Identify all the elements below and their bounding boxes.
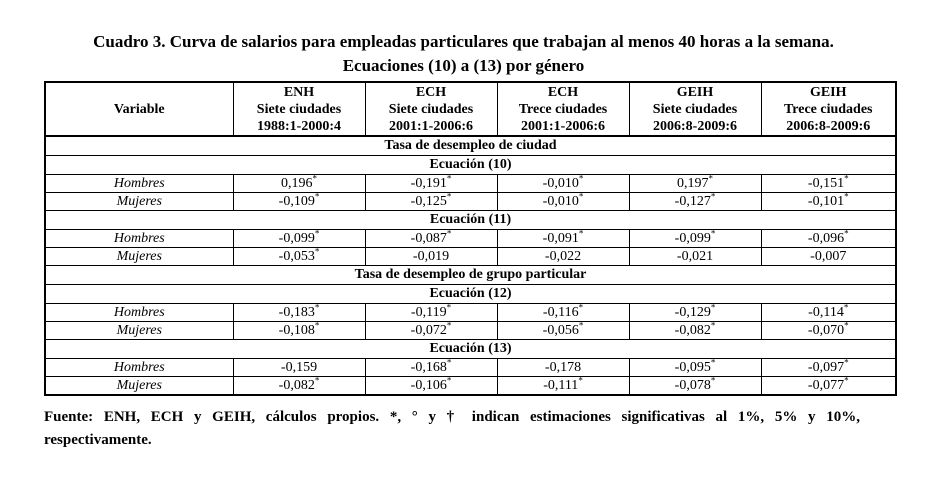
source-note-line2: respectivamente. bbox=[44, 432, 152, 448]
value-cell bbox=[497, 359, 629, 377]
table-caption-line1: Cuadro 3. Curva de salarios para empleadas particulares que trabajan al menos 40 horas a la semana. bbox=[93, 32, 834, 51]
value-text: -0,159 bbox=[280, 360, 318, 375]
value-text: -0,111 bbox=[543, 378, 579, 393]
value-text: -0,151 bbox=[807, 176, 845, 191]
value-cell bbox=[233, 304, 365, 322]
significance-marker: * bbox=[314, 375, 320, 386]
significance-marker: * bbox=[314, 191, 320, 202]
value-text: 0,196 bbox=[281, 176, 313, 191]
significance-marker: * bbox=[844, 320, 849, 331]
value-cell bbox=[629, 322, 761, 340]
significance-marker: * bbox=[446, 173, 452, 184]
row-label-cell: Hombres bbox=[45, 304, 233, 322]
value-cell bbox=[233, 193, 365, 211]
source-note-line1: Fuente: ENH, ECH y GEIH, cálculos propios. *, ° y † indican estimaciones significativas al 1%, 5% y 10%, bbox=[44, 409, 860, 425]
value-cell bbox=[761, 175, 896, 193]
value-text: -0,101 bbox=[807, 194, 845, 209]
value-text: -0,010 bbox=[542, 194, 579, 209]
value-cell bbox=[761, 248, 896, 266]
period: 2001:1-2006:6 bbox=[389, 118, 473, 134]
significance-marker: * bbox=[844, 357, 849, 368]
value-cell bbox=[365, 230, 497, 248]
row-label-cell: Hombres bbox=[45, 359, 233, 377]
significance-marker: * bbox=[710, 375, 716, 386]
value-text: -0,125 bbox=[410, 194, 447, 209]
value-cell bbox=[497, 175, 629, 193]
value-cell bbox=[233, 359, 365, 377]
value-text: -0,077 bbox=[807, 378, 845, 393]
row-label-cell: Hombres bbox=[45, 175, 233, 193]
coverage: Siete ciudades bbox=[256, 101, 342, 117]
value-text: -0,019 bbox=[412, 249, 450, 264]
value-text: -0,053 bbox=[278, 249, 315, 264]
value-text: -0,099 bbox=[674, 231, 711, 246]
table-row bbox=[45, 193, 896, 211]
equation-header-row bbox=[45, 156, 896, 175]
significance-marker: * bbox=[578, 302, 584, 313]
value-text: -0,082 bbox=[674, 323, 711, 338]
significance-marker: * bbox=[844, 375, 849, 386]
significance-marker: * bbox=[312, 173, 317, 184]
survey-name: ECH bbox=[547, 84, 579, 100]
significance-marker: * bbox=[446, 228, 452, 239]
row-label-cell: Mujeres bbox=[45, 248, 233, 266]
value-text: -0,095 bbox=[674, 360, 711, 375]
equation-title-cell: Ecuación (13) bbox=[45, 340, 896, 359]
column-header-cell bbox=[233, 82, 365, 136]
value-text: -0,022 bbox=[544, 249, 582, 264]
value-text: -0,010 bbox=[542, 176, 579, 191]
value-cell bbox=[629, 193, 761, 211]
value-cell bbox=[497, 193, 629, 211]
significance-marker: * bbox=[578, 320, 584, 331]
value-text: -0,191 bbox=[410, 176, 447, 191]
survey-name: GEIH bbox=[809, 84, 847, 100]
value-text: -0,078 bbox=[674, 378, 711, 393]
table-header-row bbox=[45, 82, 896, 136]
significance-marker: * bbox=[446, 320, 452, 331]
row-label-cell: Mujeres bbox=[45, 322, 233, 340]
value-cell bbox=[761, 193, 896, 211]
equation-title-cell: Ecuación (12) bbox=[45, 285, 896, 304]
significance-marker: * bbox=[843, 302, 849, 313]
value-text: -0,082 bbox=[278, 378, 315, 393]
value-text: -0,109 bbox=[278, 194, 315, 209]
significance-marker: * bbox=[710, 228, 716, 239]
value-text: -0,072 bbox=[410, 323, 447, 338]
value-text: -0,070 bbox=[807, 323, 845, 338]
value-cell bbox=[629, 304, 761, 322]
column-header-cell bbox=[497, 82, 629, 136]
value-cell bbox=[629, 230, 761, 248]
page bbox=[0, 30, 927, 484]
coverage: Siete ciudades bbox=[388, 101, 474, 117]
survey-name: ECH bbox=[415, 84, 447, 100]
value-text: -0,178 bbox=[544, 360, 582, 375]
value-text: -0,129 bbox=[674, 305, 711, 320]
value-cell bbox=[233, 322, 365, 340]
column-header-cell bbox=[761, 82, 896, 136]
value-cell bbox=[497, 230, 629, 248]
significance-marker: * bbox=[314, 320, 320, 331]
value-text: -0,168 bbox=[410, 360, 447, 375]
period: 2006:8-2009:6 bbox=[786, 118, 871, 134]
value-text: -0,097 bbox=[807, 360, 845, 375]
value-cell bbox=[497, 322, 629, 340]
value-cell bbox=[233, 377, 365, 396]
significance-marker: * bbox=[446, 357, 452, 368]
results-table bbox=[44, 81, 897, 396]
column-header-cell bbox=[629, 82, 761, 136]
significance-marker: * bbox=[710, 302, 716, 313]
equation-header-row bbox=[45, 285, 896, 304]
period: 1988:1-2000:4 bbox=[257, 118, 341, 134]
significance-marker: * bbox=[314, 302, 320, 313]
table-row bbox=[45, 377, 896, 396]
significance-marker: * bbox=[578, 375, 583, 386]
value-cell bbox=[497, 248, 629, 266]
table-row bbox=[45, 304, 896, 322]
significance-marker: * bbox=[446, 302, 452, 313]
table-row bbox=[45, 248, 896, 266]
value-cell bbox=[761, 304, 896, 322]
significance-marker: * bbox=[708, 173, 713, 184]
value-text: -0,096 bbox=[807, 231, 845, 246]
table-caption bbox=[0, 30, 927, 78]
value-cell bbox=[761, 322, 896, 340]
significance-marker: * bbox=[844, 191, 849, 202]
coverage: Trece ciudades bbox=[783, 101, 873, 117]
equation-title-cell: Ecuación (11) bbox=[45, 211, 896, 230]
value-cell bbox=[497, 304, 629, 322]
value-text: -0,087 bbox=[410, 231, 447, 246]
value-text: -0,091 bbox=[542, 231, 579, 246]
value-cell bbox=[497, 377, 629, 396]
equation-header-row bbox=[45, 211, 896, 230]
section-header-row bbox=[45, 266, 896, 285]
table-row bbox=[45, 175, 896, 193]
significance-marker: * bbox=[578, 228, 584, 239]
row-label-cell: Mujeres bbox=[45, 193, 233, 211]
section-title-cell: Tasa de desempleo de grupo particular bbox=[45, 266, 896, 285]
section-header-row bbox=[45, 136, 896, 156]
value-text: -0,119 bbox=[410, 305, 447, 320]
source-note bbox=[44, 406, 860, 452]
value-cell bbox=[365, 377, 497, 396]
row-label-cell: Hombres bbox=[45, 230, 233, 248]
value-cell bbox=[233, 230, 365, 248]
value-cell bbox=[365, 304, 497, 322]
value-cell bbox=[365, 248, 497, 266]
significance-marker: * bbox=[446, 191, 452, 202]
value-cell bbox=[629, 359, 761, 377]
equation-title-cell: Ecuación (10) bbox=[45, 156, 896, 175]
table-row bbox=[45, 322, 896, 340]
value-text: -0,114 bbox=[808, 305, 844, 320]
value-cell bbox=[761, 230, 896, 248]
value-cell bbox=[365, 359, 497, 377]
significance-marker: * bbox=[446, 375, 452, 386]
coverage: Siete ciudades bbox=[652, 101, 738, 117]
value-text: -0,056 bbox=[542, 323, 579, 338]
value-cell bbox=[629, 248, 761, 266]
value-text: -0,099 bbox=[278, 231, 315, 246]
significance-marker: * bbox=[710, 191, 716, 202]
period: 2006:8-2009:6 bbox=[653, 118, 737, 134]
coverage: Trece ciudades bbox=[518, 101, 608, 117]
row-label-cell: Mujeres bbox=[45, 377, 233, 396]
value-cell bbox=[233, 175, 365, 193]
value-cell bbox=[365, 175, 497, 193]
value-text: 0,197 bbox=[677, 176, 709, 191]
value-text: -0,108 bbox=[278, 323, 315, 338]
significance-marker: * bbox=[314, 246, 320, 257]
significance-marker: * bbox=[578, 191, 584, 202]
column-header-cell bbox=[365, 82, 497, 136]
table-row bbox=[45, 230, 896, 248]
significance-marker: * bbox=[578, 173, 584, 184]
survey-name: GEIH bbox=[676, 84, 714, 100]
value-cell bbox=[365, 193, 497, 211]
significance-marker: * bbox=[844, 173, 849, 184]
significance-marker: * bbox=[710, 357, 716, 368]
value-text: -0,106 bbox=[410, 378, 447, 393]
table-caption-line2: Ecuaciones (10) a (13) por género bbox=[342, 56, 585, 75]
variable-header-cell: Variable bbox=[45, 82, 233, 136]
significance-marker: * bbox=[844, 228, 849, 239]
value-text: -0,127 bbox=[674, 194, 711, 209]
value-text: -0,183 bbox=[278, 305, 315, 320]
value-text: -0,007 bbox=[810, 249, 847, 264]
value-text: -0,116 bbox=[542, 305, 579, 320]
value-cell bbox=[629, 377, 761, 396]
value-cell bbox=[761, 377, 896, 396]
section-title-cell: Tasa de desempleo de ciudad bbox=[45, 136, 896, 156]
period: 2001:1-2006:6 bbox=[521, 118, 605, 134]
value-cell bbox=[233, 248, 365, 266]
table-row bbox=[45, 359, 896, 377]
value-cell bbox=[365, 322, 497, 340]
survey-name: ENH bbox=[283, 84, 315, 100]
equation-header-row bbox=[45, 340, 896, 359]
value-text: -0,021 bbox=[676, 249, 714, 264]
significance-marker: * bbox=[710, 320, 716, 331]
significance-marker: * bbox=[314, 228, 320, 239]
value-cell bbox=[629, 175, 761, 193]
value-cell bbox=[761, 359, 896, 377]
